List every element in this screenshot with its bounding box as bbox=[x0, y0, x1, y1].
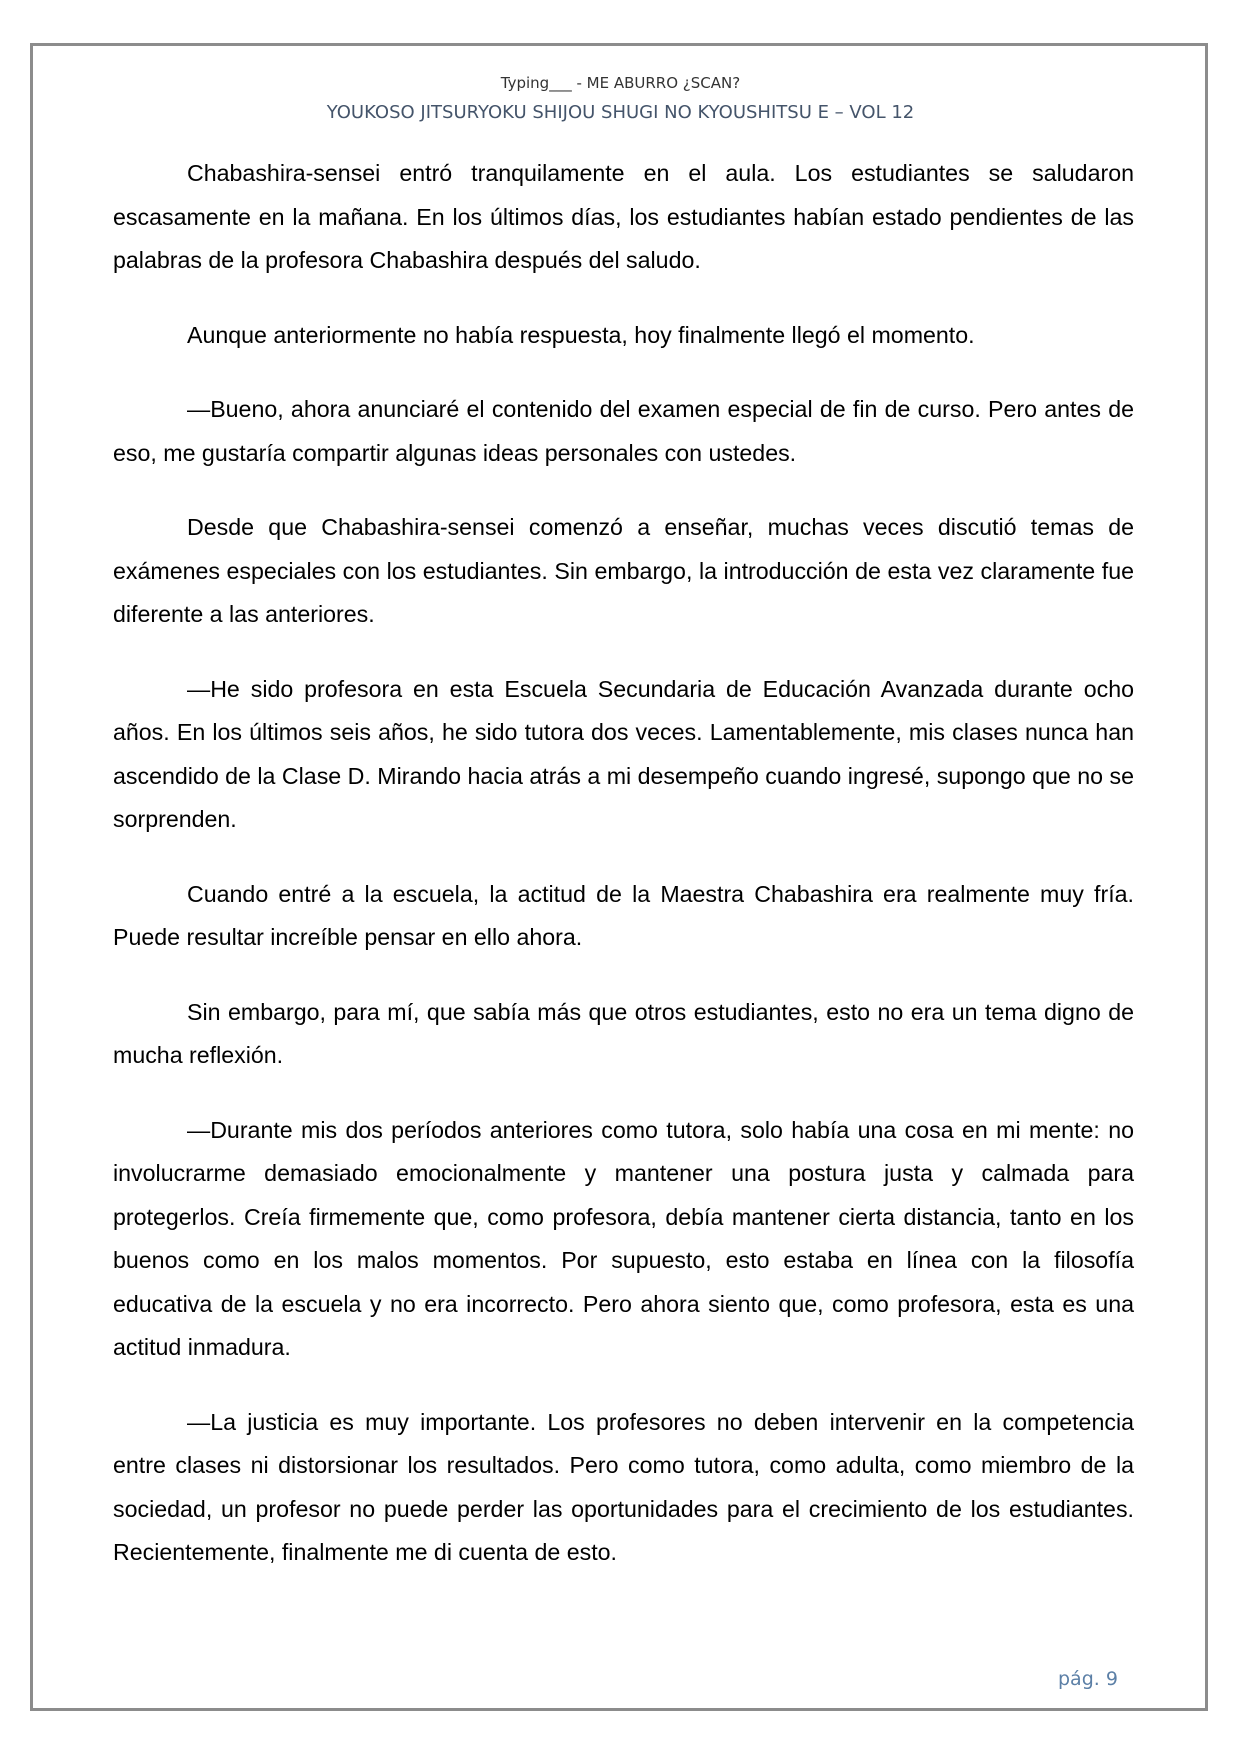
paragraph-5: —He sido profesora en esta Escuela Secundaria de Educación Avanzada durante ocho años. En los últimos seis años, he sido tutora dos veces. Lamentablemente, mis clases nunca han ascendido de la Clase D. Mirando hacia atrás a mi desempeño cuando ingresé, supongo que no se sorprenden. bbox=[113, 675, 1134, 832]
header-book-title: YOUKOSO JITSURYOKU SHIJOU SHUGI NO KYOUSHITSU E – VOL 12 bbox=[326, 102, 915, 123]
paragraph-2: Aunque anteriormente no había respuesta, hoy finalmente llegó el momento. bbox=[187, 321, 975, 348]
document-body bbox=[113, 152, 1134, 1606]
paragraph-1: Chabashira-sensei entró tranquilamente en el aula. Los estudiantes se saludaron escasamente en la mañana. En los últimos días, los estudiantes habían estado pendientes de las palabras de la profesora Chabashira después del saludo. bbox=[113, 160, 1134, 273]
paragraph-3: —Bueno, ahora anunciaré el contenido del examen especial de fin de curso. Pero antes de eso, me gustaría compartir algunas ideas personales con ustedes. bbox=[113, 396, 1134, 466]
header-typing-credit: Typing___ - ME ABURRO ¿SCAN? bbox=[500, 74, 741, 92]
page-number: pág. 9 bbox=[1058, 1668, 1118, 1690]
paragraph-6: Cuando entré a la escuela, la actitud de la Maestra Chabashira era realmente muy fría. Puede resultar increíble pensar en ello ahora. bbox=[113, 880, 1134, 950]
paragraph-8: —Durante mis dos períodos anteriores como tutora, solo había una cosa en mi mente: no involucrarme demasiado emocionalmente y mantener una postura justa y calmada para protegerlos. Creía firmemente que, como profesora, debía mantener cierta distancia, tanto en los buenos como en los malos momentos. Por supuesto, esto estaba en línea con la filosofía educativa de la escuela y no era incorrecto. Pero ahora siento que, como profesora, esta es una actitud inmadura. bbox=[113, 1116, 1134, 1360]
paragraph-4: Desde que Chabashira-sensei comenzó a enseñar, muchas veces discutió temas de exámenes especiales con los estudiantes. Sin embargo, la introducción de esta vez claramente fue diferente a las anteriores. bbox=[113, 514, 1134, 627]
paragraph-9: —La justicia es muy importante. Los profesores no deben intervenir en la competencia entre clases ni distorsionar los resultados. Pero como tutora, como adulta, como miembro de la sociedad, un profesor no puede perder las oportunidades para el crecimiento de los estudiantes. Recientemente, finalmente me di cuenta de esto. bbox=[113, 1408, 1134, 1565]
paragraph-7: Sin embargo, para mí, que sabía más que otros estudiantes, esto no era un tema digno de mucha reflexión. bbox=[113, 998, 1134, 1068]
